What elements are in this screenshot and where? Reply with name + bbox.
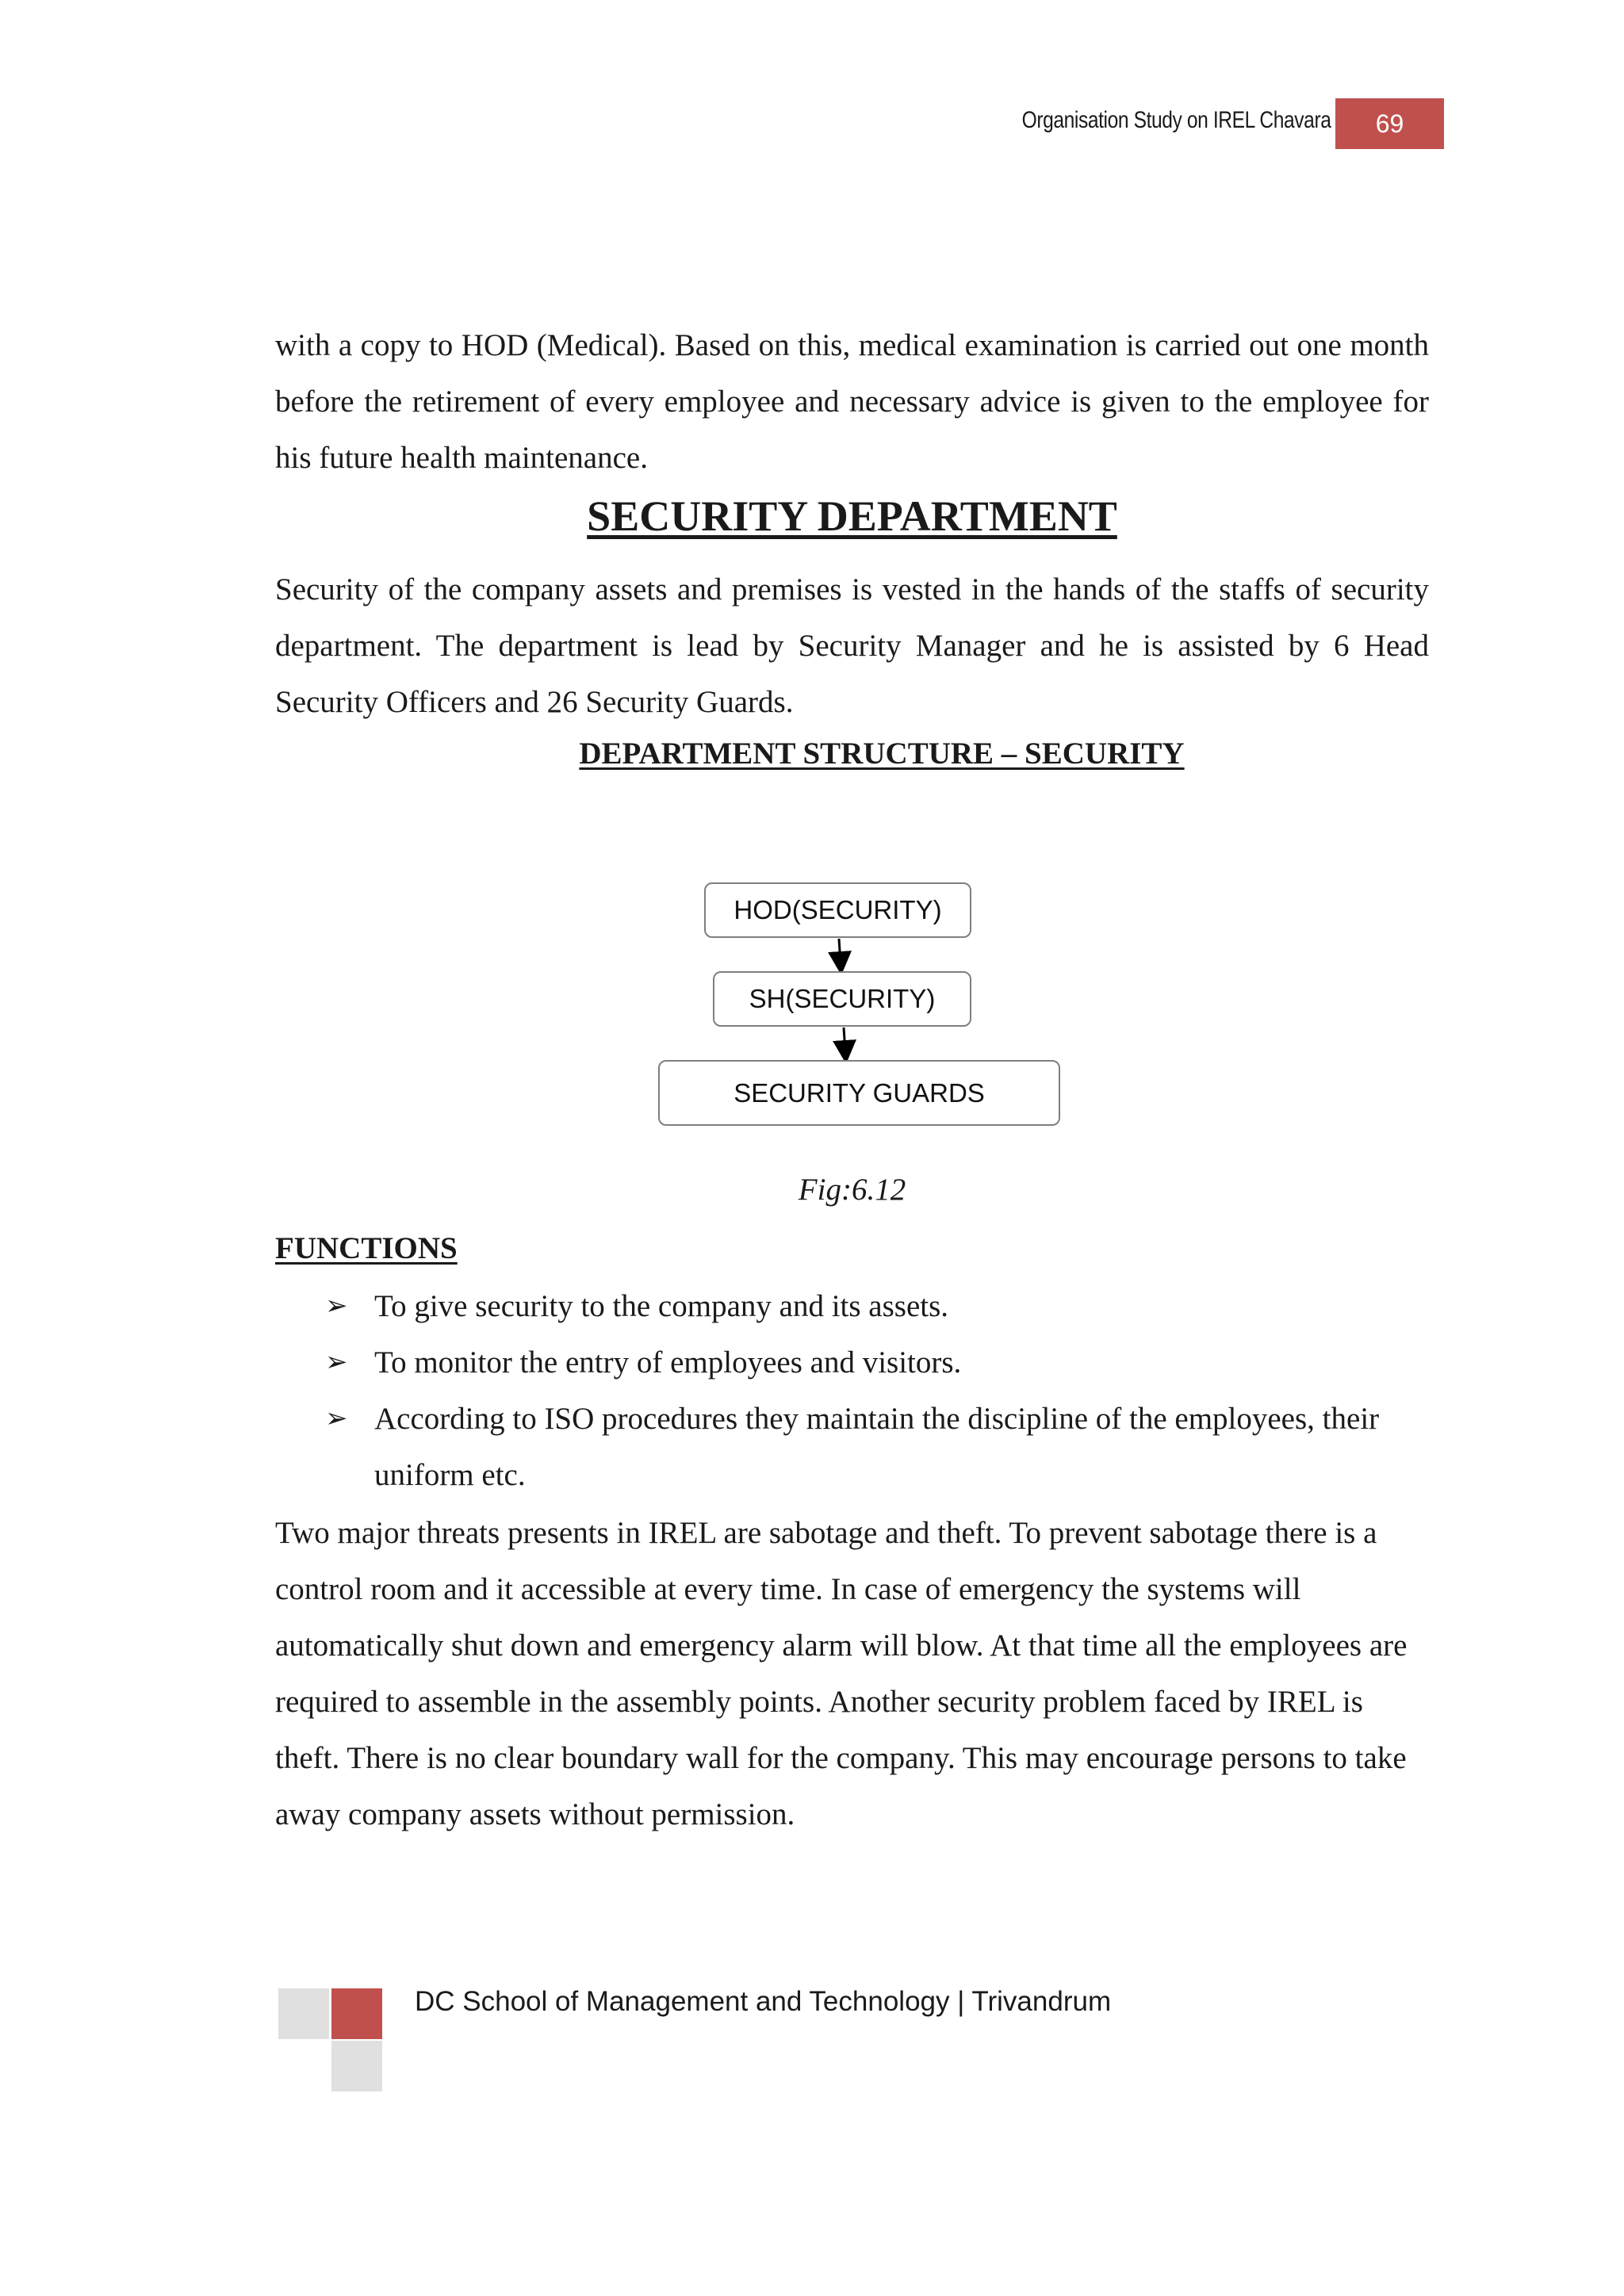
footer-square-grey bbox=[278, 1988, 329, 2039]
intro-paragraph: with a copy to HOD (Medical). Based on this, medical examination is carried out one month before the retirement of every employee and necessary advice is given to the employee for his future health maintenance. bbox=[275, 328, 1429, 475]
org-box-hod-security: HOD(SECURITY) bbox=[704, 882, 971, 938]
footer-square-red bbox=[331, 1988, 382, 2039]
security-intro-paragraph: Security of the company assets and premises is vested in the hands of the staffs of security department. The department is lead by Security Manager and he is assisted by 6 Head Security Officers and 26 Security Guards. bbox=[275, 572, 1429, 719]
connector-sh-to-guards bbox=[844, 1027, 845, 1052]
arrow-bullet-icon: ➢ bbox=[325, 1346, 348, 1378]
functions-heading: FUNCTIONS bbox=[275, 1231, 458, 1265]
functions-list bbox=[325, 1278, 1429, 1503]
threats-paragraph: Two major threats presents in IREL are sabotage and theft. To prevent sabotage there is a control room and it accessible at every time. In case of emergency the systems will automatically shut down and emergency alarm will blow. At that time all the employees are required to assemble in the assembly points. Another security problem faced by IREL is theft. There is no clear boundary wall for the company. This may encourage persons to take away company assets without permission. bbox=[275, 1516, 1408, 1831]
figure-caption: Fig:6.12 bbox=[798, 1173, 906, 1207]
list-item bbox=[325, 1334, 1429, 1391]
arrow-bullet-icon: ➢ bbox=[325, 1290, 348, 1322]
list-item bbox=[325, 1391, 1429, 1503]
section-heading: SECURITY DEPARTMENT bbox=[587, 492, 1117, 540]
page-number-badge: 69 bbox=[1335, 98, 1444, 149]
list-item bbox=[325, 1278, 1429, 1334]
arrow-bullet-icon: ➢ bbox=[325, 1402, 348, 1434]
list-item-text: According to ISO procedures they maintain the discipline of the employees, their uniform etc. bbox=[374, 1402, 1380, 1492]
running-header-title: Organisation Study on IREL Chavara bbox=[1021, 107, 1331, 133]
footer-text: DC School of Management and Technology | Trivandrum bbox=[415, 1986, 1112, 2017]
structure-heading: DEPARTMENT STRUCTURE – SECURITY bbox=[579, 737, 1185, 771]
org-box-security-guards: SECURITY GUARDS bbox=[658, 1060, 1060, 1126]
connector-hod-to-sh bbox=[839, 939, 841, 963]
list-item-text: To give security to the company and its assets. bbox=[374, 1289, 949, 1323]
footer-square-grey-lower bbox=[331, 2041, 382, 2091]
list-item-text: To monitor the entry of employees and visitors. bbox=[374, 1345, 962, 1380]
org-box-sh-security: SH(SECURITY) bbox=[713, 971, 971, 1027]
